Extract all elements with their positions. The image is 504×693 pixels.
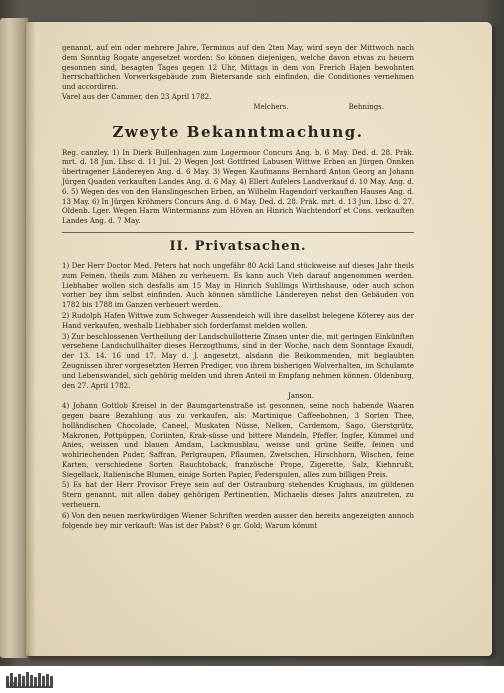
heading-second-notice: Zweyte Bekanntmachung.: [112, 122, 364, 141]
list-item: 3) Zur beschlossenen Vertheilung der Landschullotterie Zinsen unter die, mit geringen Einkünften versehene Landschullhalter dieses Herzogthums, sind in der Woche, nach dem Sonntage Exaudi, der 13. 14. 16 und 17. May d. J. angesetzt, alsdann die Beikommenden, mit beglaubten Zeugnissen ihrer vorgesetzten Herren Prediger, von ihrem bisherigen Wolverhalten, im Schulamte und Lebenswandel, sich gehörig melden und ihren Anteil in Empfang nehmen können. Oldenburg, den 27. April 1782.: [62, 332, 414, 390]
second-notice-text: Reg. canzley. 1) In Dierk Bullenhagen zum Logermoor Concurs Ang. b. 6 May. Ded. d. 28. Präk. mrt. d. 18 Jun. Lbsc d. 11 Jul. 2) Wegen Jost Gottfried Labusen Wittwe Erben an Jürgen Onnken übertragener Ländereyen Ang. d. 6 May. 3) Wegen Kaufmanns Bernhard Anton Georg an Johann Jürgen Quaden verkauften Landes Ang. d. 6 May. 4) Ellert Aufelers Landverkauf d. 10 May. Ang. d. 6. 5) Wegen des von den Hanslingeschen Erben, an Wilhelm Hagendorf verkauften Hauses Ang. d. 13 May. 6) In Jürgen Kröhmers Concurs Ang. d. 6 May. Ded. d. 28. Präk. mrt. d. 13 Jun. Lbsc d. 27. Oldenb. Lger. Wegen Harm Wintermanns zum Höven an Hinrich Wachtendorf et Cons. verkauften Landes Ang. d. 7 May.: [62, 148, 414, 226]
signature-item3: Janson.: [287, 392, 314, 401]
list-item: 4) Johann Gottlob Kreisel in der Baumgartenstraße ist gesonnen, seine noch habende Waaren gegen baare Bezahlung aus zu verkaufen, als: Martinique Caffeebohnen, 3 Sorten Thee, holländischen Chocolade, Caneel, Muskaten Nüsse, Nelken, Cardemom, Sago, Gierstgrütz, Makronen, Pottpüppen, Coriinten, Krak-süsse und bittere Mandeln, Pfeffer, Ingfer, Kümmel und Anies, weissen und blauen Amdam, Lackmusblau, weisse und grüne Seiffe, feinen und wohlriechenden Puder, Saffran, Perlgraupen, Pflaumen, Zwetschen, Hirschhorn, Wischen, feine Karten, verschiedene Sorten Rauchtoback, französche Prope, Zigerette, Salz, Kiehnrußt, Siegellack, Italienische Blumen, einige Sorten Papier, Federspulen, alles zum billigen Preis.: [62, 402, 414, 479]
signature-2: Behnings.: [348, 102, 384, 111]
list-item: 6) Von den neuen merkwürdigen Wiener Schriften werden ausser den bereits angezeigten annoch folgende bey mir verkauft: Was ist der Pabst? 6 gr. Gold; Warum kömmt: [62, 511, 414, 530]
signature-1: Melchers.: [253, 102, 289, 111]
page-text: [62, 44, 414, 532]
list-item: 2) Rudolph Hafen Wittwe zum Schweger Aussendeich will ihre daselbst belegene Köterey aus der Hand verkaufen, weshalb Liebhaber sich forderfamst melden wollen.: [62, 311, 414, 330]
heading-private-matters: II. Privatsachen.: [169, 238, 307, 254]
section-divider: [62, 232, 414, 233]
place-date: Varel aus der Cammer, den 23 April 1782.: [62, 92, 212, 101]
list-item: 5) Es hat der Herr Provisor Freye sein auf der Ostrauburg stehendes Krughaus, im güldenen Stern genannt, mit allen dabey gehörigen Pertinentien, Michaelis dieses Jahrs anzutreten, zu verheuern.: [62, 481, 414, 510]
footer-bar: [0, 666, 504, 693]
signature-line: [62, 103, 414, 113]
list-item: 1) Der Herr Doctor Med. Peters hat noch ungefähr 80 Ackl Land stückweise auf dieses Jahr theils zum Feinen, theils zum Mähen zu verheuern. Es kann auch Vieh darauf angenommen werden. Liebhaber wollen sich desfalls am 15 May in Hinrich Suhllings Wirthshause, oder auch schon vorher bey ihm selbst einfinden. Auch können sämtliche Ländereyen nebst den Gebäuden von 1782 bis 1788 im Ganzen verheuert werden.: [62, 261, 414, 310]
private-items-list: [62, 262, 414, 532]
page-gutter-shadow: [26, 22, 36, 656]
paragraph-top: genannt, auf ein oder mehrere Jahre, Terminus auf den 2ten May, wird seyn der Mittwoch nach dem Sonntag Rogate angesetzet worden: So können diejenigen, welche davon etwas zu heuern gesonnen sind, besagten Tages gegen 12 Uhr, Mittags in dem von Frerich Hajen bewohnten herrschaftlichen Vorwerksgebäude zum Bietersande sich einfinden, die Conditiones vernehmen und accordiren.: [62, 44, 414, 92]
library-logo-text: NLB OL: [6, 682, 25, 688]
book-spine: [0, 18, 28, 658]
